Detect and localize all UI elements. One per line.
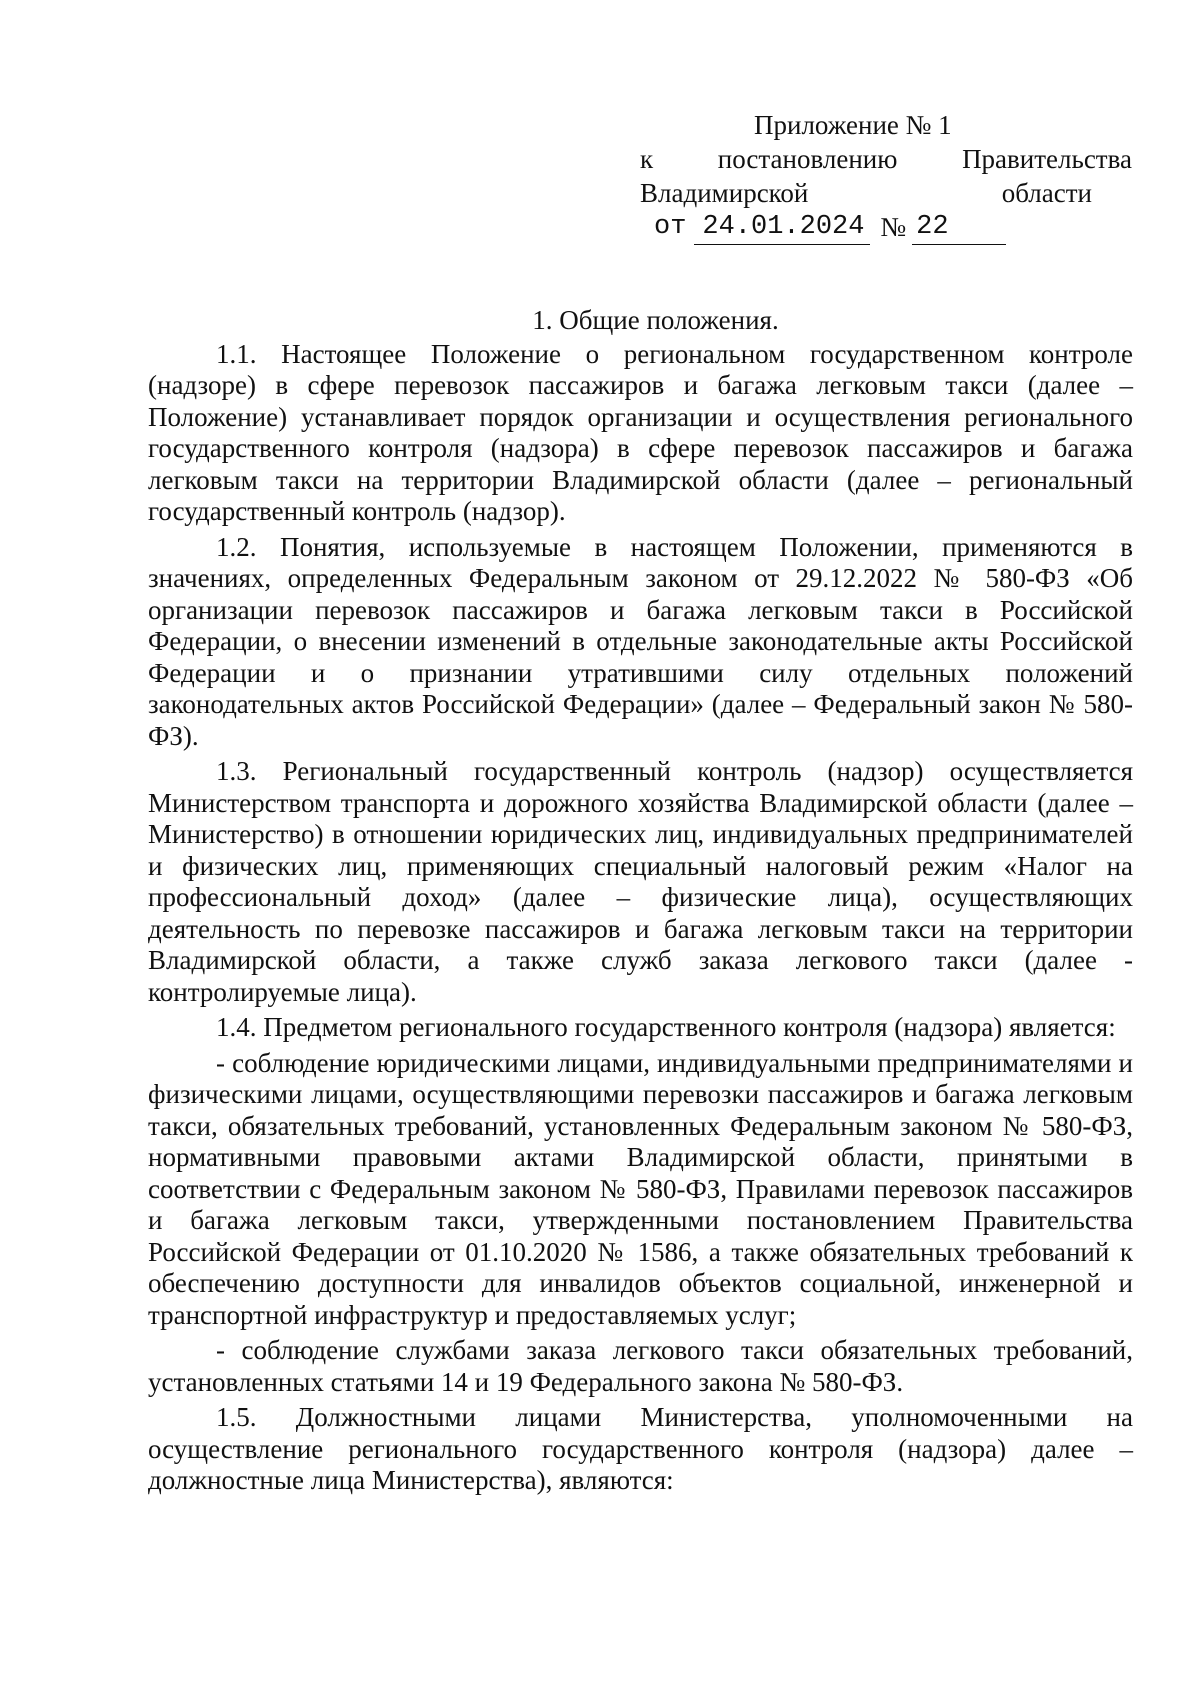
decree-number: 22 — [912, 210, 1006, 245]
list-item-services: - соблюдение службами заказа легкового такси обязательных требований, установленных статьями 14 и 19 Федерального закона № 580-ФЗ. — [148, 1335, 1133, 1397]
document-body — [148, 305, 1133, 1501]
decree-date: 24.01.2024 — [694, 210, 870, 245]
list-item-requirements: - соблюдение юридическими лицами, индивидуальными предпринимателями и физическими лицами, осуществляющими перевозки пассажиров и багажа легковым такси, обязательных требований, установленных Федеральным законом № 580-ФЗ, нормативными правовыми актами Владимирской области, принятыми в соответствии с Федеральным законом № 580-ФЗ, Правилами перевозок пассажиров и багажа легковым такси, утвержденными постановлением Правительства Российской Федерации от 01.10.2020 № 1586, а также обязательных требований к обеспечению доступности для инвалидов объектов социальной, инженерной и транспортной инфраструктур и предоставляемых услуг; — [148, 1047, 1133, 1330]
decree-line — [640, 142, 1132, 176]
from-word: от — [654, 212, 687, 242]
paragraph-1-3: 1.3. Региональный государственный контроль (надзор) осуществляется Министерством транспорта и дорожного хозяйства Владимирской области (далее – Министерство) в отношении юридических лиц, индивидуальных предпринимателей и физических лиц, применяющих специальный налоговый режим «Налог на профессиональный доход» (далее – физические лица), осуществляющих деятельность по перевозке пассажиров и багажа легковым такси на территории Владимирской области, а также служб заказа легкового такси (далее - контролируемые лица). — [148, 756, 1133, 1007]
date-number-line — [640, 210, 1132, 245]
paragraph-1-4: 1.4. Предметом регионального государственного контроля (надзора) является: — [216, 1012, 1116, 1042]
decree-word: постановлению — [717, 144, 898, 174]
paragraph-1-1: 1.1. Настоящее Положение о региональном государственном контроле (надзоре) в сфере перевозок пассажиров и багажа легковым такси (далее – Положение) устанавливает порядок организации и осуществления регионального государственного контроля (надзора) в сфере перевозок пассажиров и багажа легковым такси на территории Владимирской области (далее – региональный государственный контроль (надзор). — [148, 338, 1133, 526]
to-word: к — [640, 144, 654, 174]
appendix-header — [640, 108, 1132, 245]
paragraph-1-5: 1.5. Должностными лицами Министерства, уполномоченными на осуществление регионального государственного контроля (надзора) далее – должностные лица Министерства), являются: — [148, 1402, 1133, 1495]
appendix-title-line — [640, 108, 1132, 142]
section-title: 1. Общие положения. — [532, 305, 779, 335]
region-line — [640, 176, 1132, 210]
government-word: Правительства — [962, 144, 1132, 174]
number-sign: № — [880, 212, 907, 242]
region-word: Владимирской — [640, 178, 809, 208]
appendix-title: Приложение № 1 — [754, 110, 952, 140]
oblast-word: области — [1001, 178, 1092, 208]
paragraph-1-2: 1.2. Понятия, используемые в настоящем Положении, применяются в значениях, определенных Федеральным законом от 29.12.2022 № 580-ФЗ «Об организации перевозок пассажиров и багажа легковым такси в Российской Федерации, о внесении изменений в отдельные законодательные акты Российской Федерации и о признании утратившими силу отдельных положений законодательных актов Российской Федерации» (далее – Федеральный закон № 580-ФЗ). — [148, 531, 1133, 751]
